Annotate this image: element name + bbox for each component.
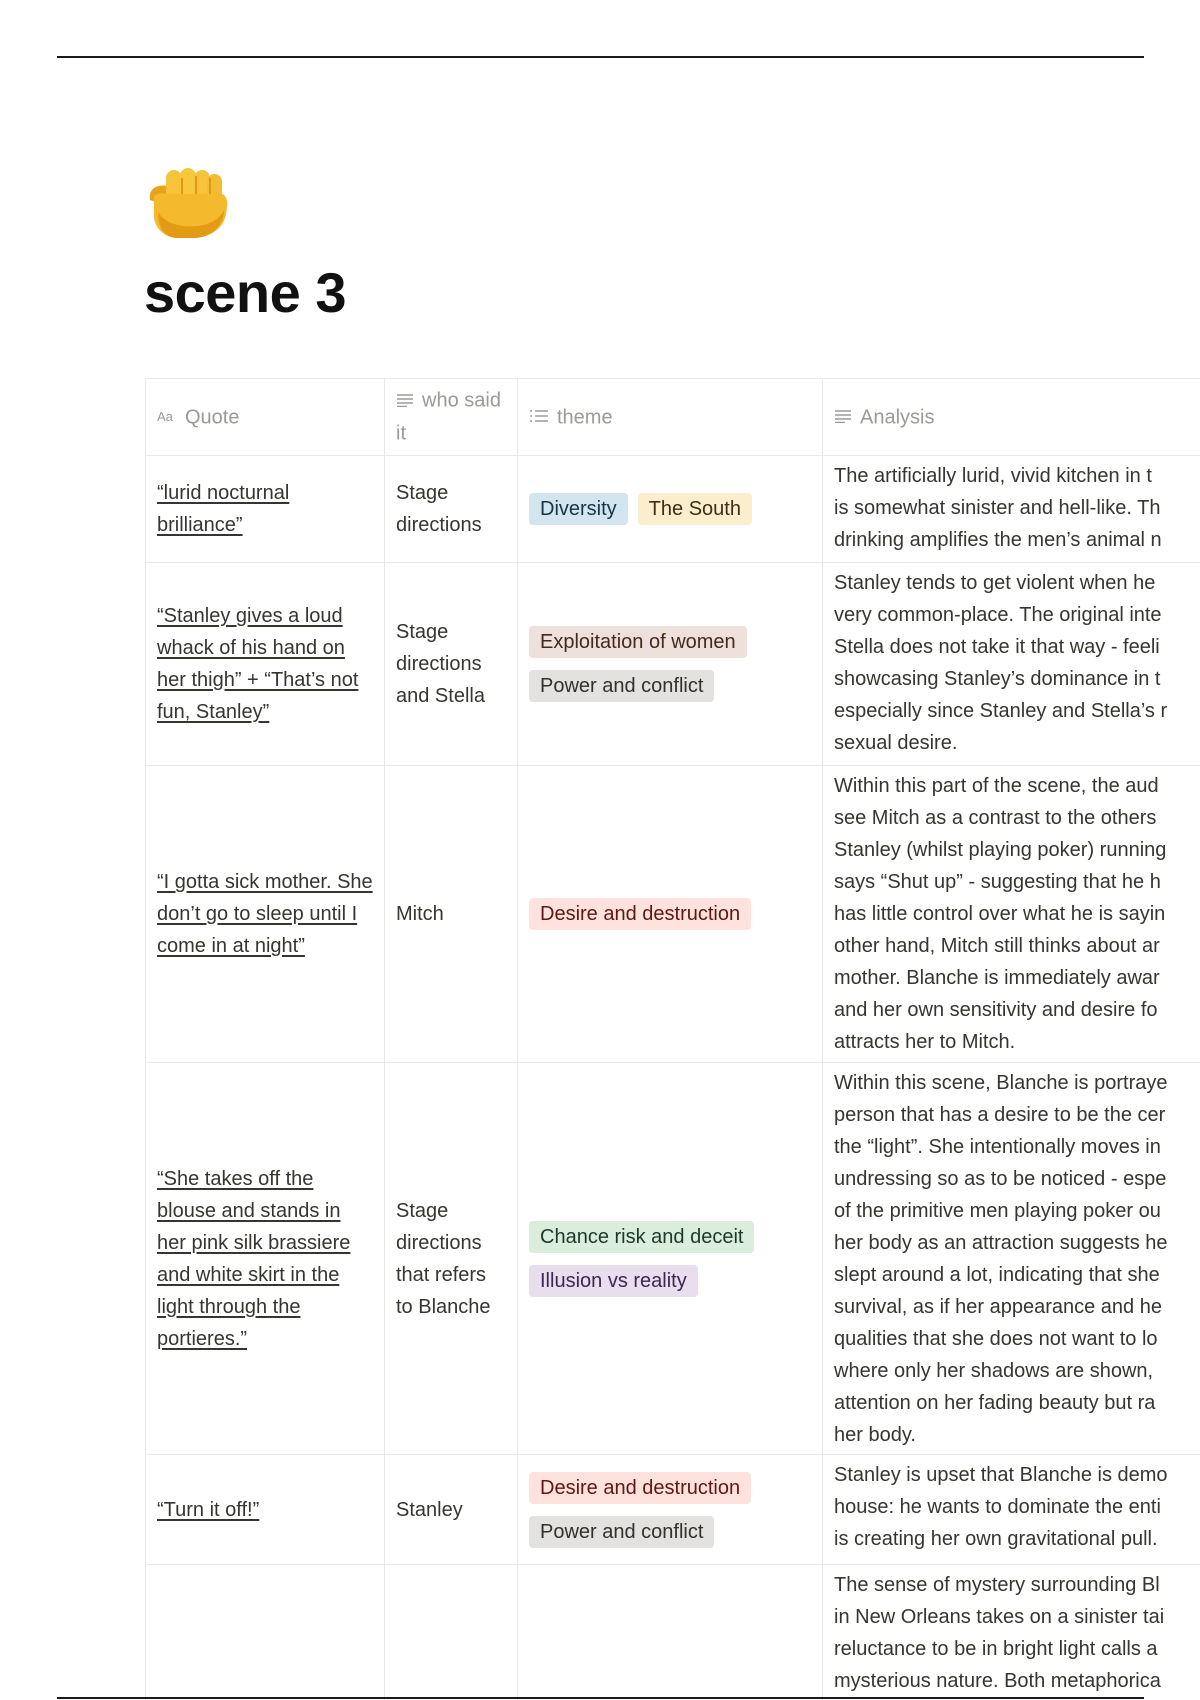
theme-cell[interactable] <box>518 1063 823 1455</box>
text-lines-icon <box>396 385 414 417</box>
analysis-line: the “light”. She intentionally moves in <box>834 1136 1161 1158</box>
quote-cell[interactable] <box>146 1565 385 1700</box>
table-row[interactable] <box>146 563 1200 766</box>
svg-text:Aa: Aa <box>157 409 173 424</box>
analysis-line: her body as an attraction suggests he <box>834 1232 1168 1254</box>
analysis-line: showcasing Stanley’s dominance in t <box>834 668 1161 690</box>
analysis-line: mother. Blanche is immediately awar <box>834 967 1160 989</box>
column-header-theme[interactable] <box>518 379 823 456</box>
analysis-line: of the primitive men playing poker ou <box>834 1200 1161 1222</box>
analysis-line: Stella does not take it that way - feeli <box>834 636 1160 658</box>
who-said-it-cell[interactable]: Stage directions <box>385 456 518 563</box>
who-said-it-cell[interactable]: Stanley <box>385 1455 518 1565</box>
analysis-line: has little control over what he is sayin <box>834 903 1166 925</box>
column-label: Analysis <box>860 406 935 429</box>
analysis-line: says “Shut up” - suggesting that he h <box>834 871 1161 893</box>
analysis-line: person that has a desire to be the cer <box>834 1104 1166 1126</box>
table-row[interactable] <box>146 1565 1200 1700</box>
analysis-line: her body. <box>834 1424 916 1446</box>
analysis-line: Within this part of the scene, the aud <box>834 775 1159 797</box>
analysis-line: very common-place. The original inte <box>834 604 1162 626</box>
analysis-line: is creating her own gravitational pull. <box>834 1528 1158 1550</box>
column-header-analysis[interactable] <box>823 379 1200 456</box>
column-label: who said it <box>396 390 501 445</box>
quote-cell[interactable]: “Stanley gives a loud whack of his hand on her thigh” + “That’s not fun, Stanley” <box>146 563 385 766</box>
theme-tag[interactable]: Desire and destruction <box>529 898 751 930</box>
analysis-line: Stanley (whilst playing poker) running <box>834 839 1167 861</box>
analysis-line: house: he wants to dominate the enti <box>834 1496 1161 1518</box>
analysis-line: The sense of mystery surrounding Bl <box>834 1574 1160 1596</box>
analysis-line: especially since Stanley and Stella’s r <box>834 700 1168 722</box>
page-title: scene 3 <box>144 261 346 324</box>
theme-tag[interactable]: Diversity <box>529 493 628 525</box>
analysis-cell[interactable] <box>823 1063 1200 1455</box>
theme-cell[interactable] <box>518 563 823 766</box>
column-header-quote[interactable] <box>146 379 385 456</box>
table-row[interactable] <box>146 456 1200 563</box>
analysis-line: Stanley tends to get violent when he <box>834 572 1156 594</box>
theme-cell[interactable] <box>518 766 823 1063</box>
analysis-line: where only her shadows are shown, <box>834 1360 1154 1382</box>
analysis-cell[interactable] <box>823 766 1200 1063</box>
theme-tag[interactable]: Power and conflict <box>529 1516 714 1548</box>
top-divider <box>57 56 1144 58</box>
bottom-divider <box>57 1697 1144 1699</box>
who-said-it-cell[interactable]: Stage directions that refers to Blanche <box>385 1063 518 1455</box>
analysis-cell[interactable] <box>823 1455 1200 1565</box>
title-aa-icon <box>157 401 177 433</box>
analysis-line: see Mitch as a contrast to the others <box>834 807 1157 829</box>
multi-select-icon <box>529 401 549 433</box>
theme-cell[interactable] <box>518 1565 823 1700</box>
quote-cell[interactable]: “lurid nocturnal brilliance” <box>146 456 385 563</box>
analysis-line: qualities that she does not want to lo <box>834 1328 1158 1350</box>
theme-tag[interactable]: Illusion vs reality <box>529 1265 698 1297</box>
theme-cell[interactable] <box>518 1455 823 1565</box>
quote-cell[interactable]: “Turn it off!” <box>146 1455 385 1565</box>
analysis-cell[interactable] <box>823 456 1200 563</box>
theme-cell[interactable] <box>518 456 823 563</box>
column-header-who-said-it[interactable] <box>385 379 518 456</box>
analysis-line: The artificially lurid, vivid kitchen in t <box>834 465 1152 487</box>
quotes-database-table <box>145 378 1200 1700</box>
theme-tag[interactable]: Desire and destruction <box>529 1472 751 1504</box>
who-said-it-cell[interactable]: Mitch <box>385 766 518 1063</box>
analysis-line: slept around a lot, indicating that she <box>834 1264 1160 1286</box>
column-label: theme <box>557 406 613 429</box>
column-label: Quote <box>185 406 240 429</box>
analysis-line: sexual desire. <box>834 732 958 754</box>
table-row[interactable] <box>146 1063 1200 1455</box>
analysis-line: undressing so as to be noticed - espe <box>834 1168 1167 1190</box>
analysis-line: drinking amplifies the men’s animal n <box>834 529 1162 551</box>
analysis-line: attracts her to Mitch. <box>834 1031 1016 1053</box>
analysis-line: reluctance to be in bright light calls a <box>834 1638 1158 1660</box>
analysis-line: other hand, Mitch still thinks about ar <box>834 935 1160 957</box>
theme-tag[interactable]: The South <box>638 493 752 525</box>
quote-cell[interactable]: “I gotta sick mother. She don’t go to sleep until I come in at night” <box>146 766 385 1063</box>
who-said-it-cell[interactable] <box>385 1565 518 1700</box>
analysis-line: Stanley is upset that Blanche is demo <box>834 1464 1168 1486</box>
who-said-it-cell[interactable]: Stage directions and Stella <box>385 563 518 766</box>
analysis-cell[interactable] <box>823 1565 1200 1700</box>
table-row[interactable] <box>146 1455 1200 1565</box>
theme-tag[interactable]: Exploitation of women <box>529 626 747 658</box>
theme-tag[interactable]: Power and conflict <box>529 670 714 702</box>
analysis-line: and her own sensitivity and desire fo <box>834 999 1158 1021</box>
text-lines-icon <box>834 401 852 433</box>
analysis-line: in New Orleans takes on a sinister tai <box>834 1606 1165 1628</box>
analysis-cell[interactable] <box>823 563 1200 766</box>
oncoming-fist-icon[interactable] <box>144 164 232 242</box>
analysis-line: Within this scene, Blanche is portraye <box>834 1072 1168 1094</box>
analysis-line: attention on her fading beauty but ra <box>834 1392 1156 1414</box>
table-header-row <box>146 379 1200 456</box>
analysis-line: survival, as if her appearance and he <box>834 1296 1162 1318</box>
analysis-line: mysterious nature. Both metaphorica <box>834 1670 1161 1692</box>
quote-cell[interactable]: “She takes off the blouse and stands in her pink silk brassiere and white skirt in the light through the portieres.” <box>146 1063 385 1455</box>
analysis-line: is somewhat sinister and hell-like. Th <box>834 497 1161 519</box>
theme-tag[interactable]: Chance risk and deceit <box>529 1221 754 1253</box>
table-row[interactable] <box>146 766 1200 1063</box>
